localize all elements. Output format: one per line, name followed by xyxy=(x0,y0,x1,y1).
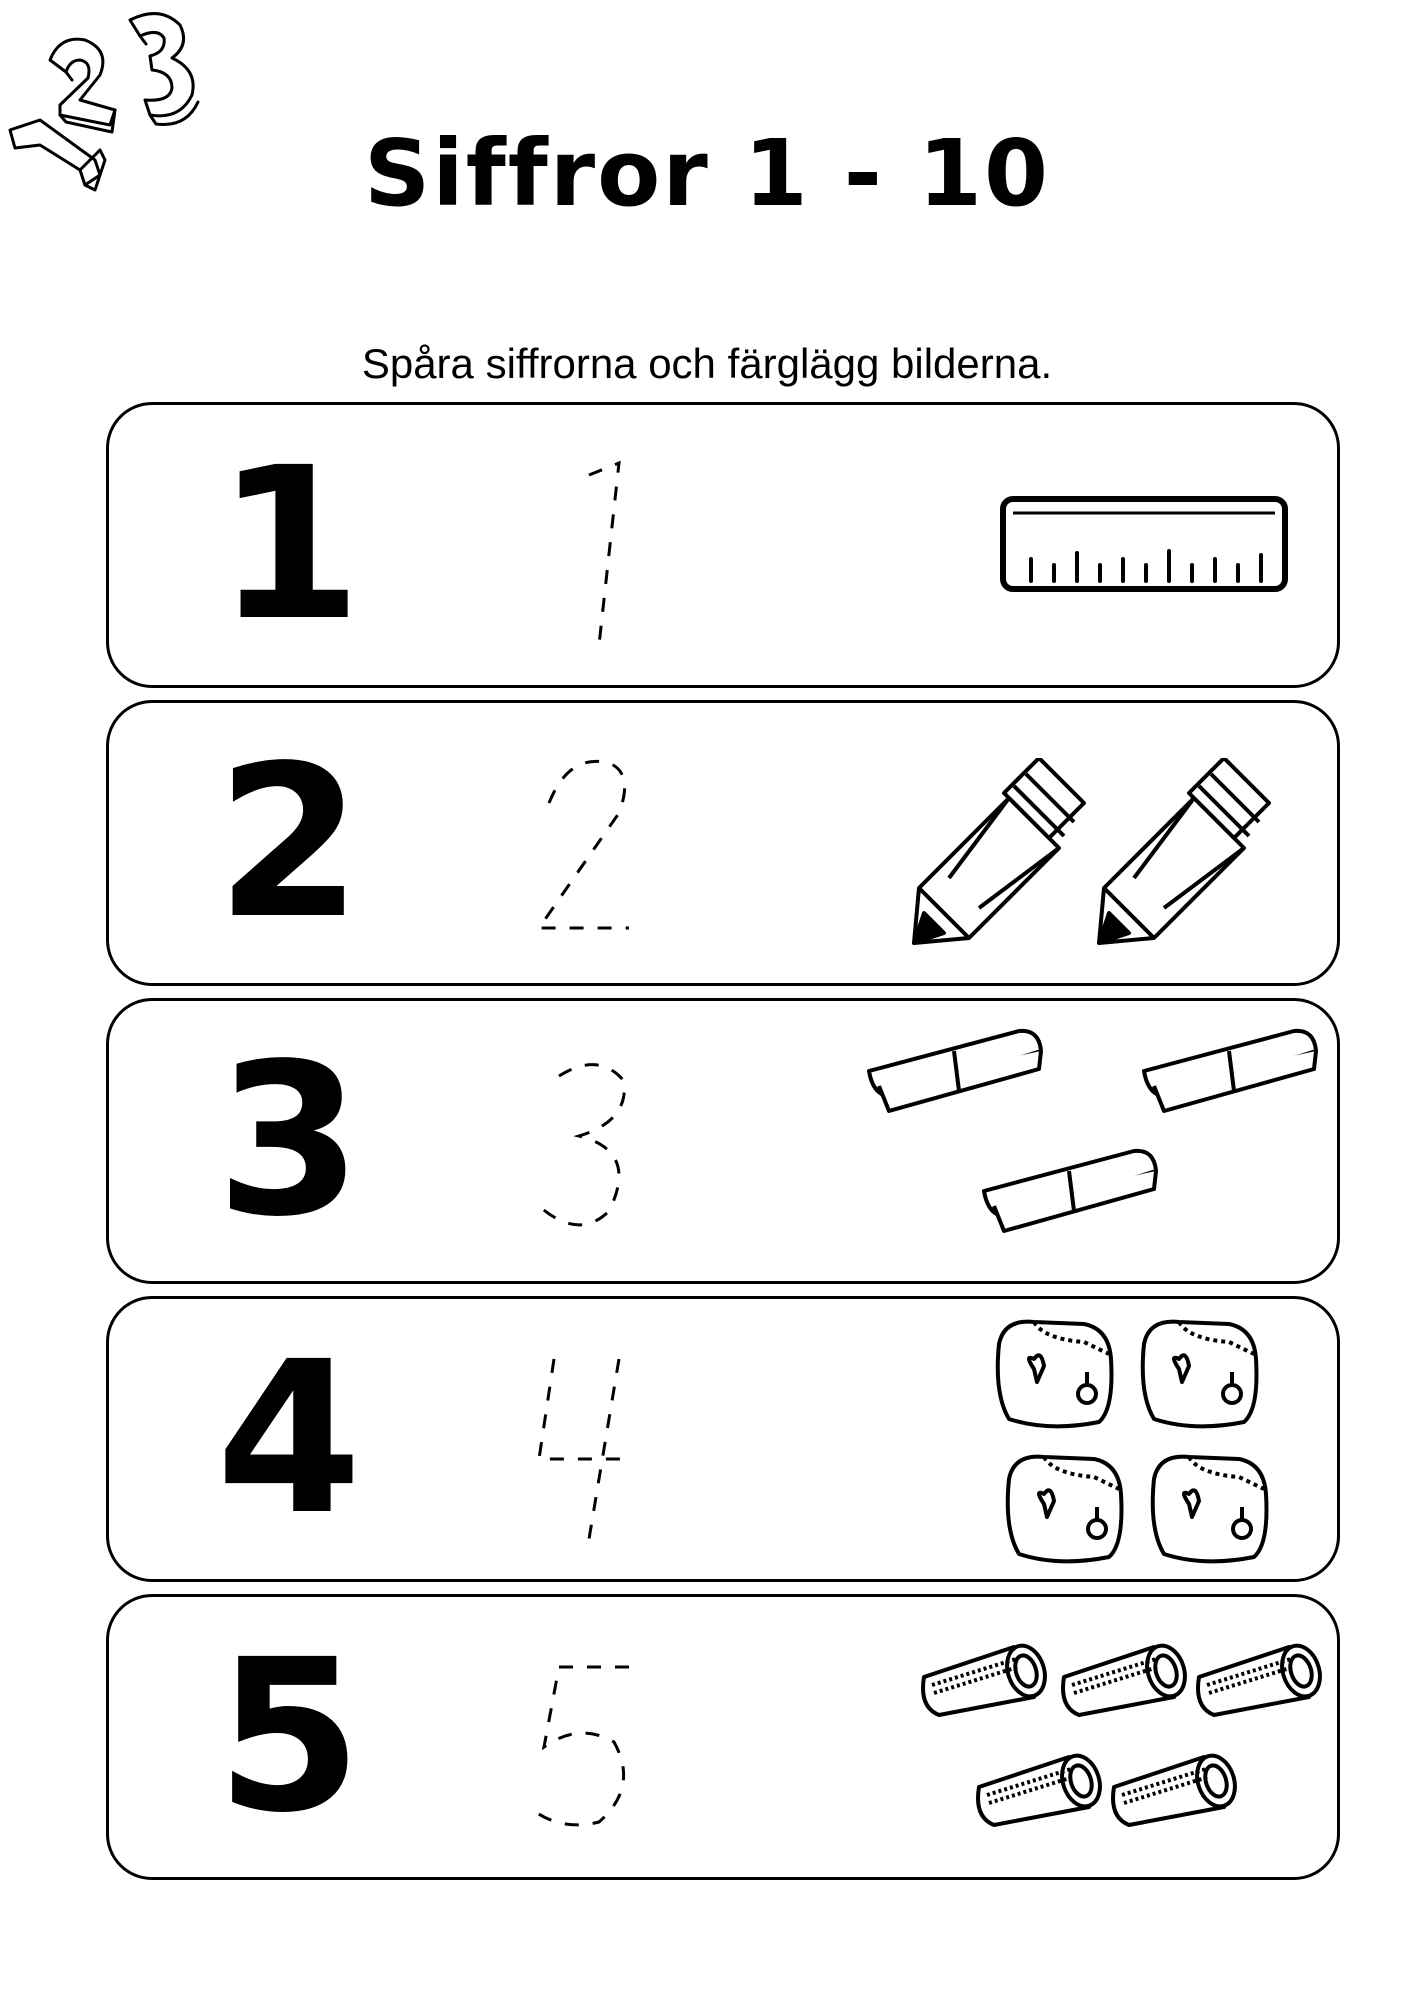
number-digit: 3 xyxy=(215,1018,363,1263)
tube-pencil-case-icon xyxy=(914,1627,1054,1717)
trace-digit-3[interactable] xyxy=(519,1041,699,1241)
number-row-5 xyxy=(106,1594,1340,1880)
tube-pencil-case-icon xyxy=(1104,1737,1244,1827)
number-row-4 xyxy=(106,1296,1340,1582)
number-digit: 5 xyxy=(215,1614,363,1859)
pencil-case-icon xyxy=(1134,1314,1264,1434)
trace-digit-2[interactable] xyxy=(519,743,699,943)
pencil-case-icon xyxy=(989,1314,1119,1434)
eraser-icon xyxy=(859,1021,1049,1121)
eraser-icon xyxy=(1134,1021,1324,1121)
eraser-icon xyxy=(974,1141,1164,1241)
instruction-text: Spåra siffrorna och färglägg bilderna. xyxy=(361,340,1053,387)
trace-digit-4[interactable] xyxy=(519,1339,699,1539)
trace-digit-5[interactable] xyxy=(519,1637,699,1837)
tube-pencil-case-icon xyxy=(1054,1627,1194,1717)
trace-digit-1[interactable] xyxy=(519,445,699,645)
page-title: Siffror 1 - 10 xyxy=(363,120,1051,227)
pencil-icon xyxy=(909,758,1099,948)
number-digit: 2 xyxy=(215,720,363,965)
number-row-2 xyxy=(106,700,1340,986)
pencil-case-icon xyxy=(999,1449,1129,1569)
pencil-icon xyxy=(1094,758,1284,948)
tube-pencil-case-icon xyxy=(969,1737,1109,1827)
number-digit: 1 xyxy=(215,422,363,667)
pencil-case-icon xyxy=(1144,1449,1274,1569)
ruler-icon xyxy=(999,495,1289,595)
number-row-3 xyxy=(106,998,1340,1284)
tube-pencil-case-icon xyxy=(1189,1627,1329,1717)
number-digit: 4 xyxy=(215,1316,363,1561)
number-row-1 xyxy=(106,402,1340,688)
